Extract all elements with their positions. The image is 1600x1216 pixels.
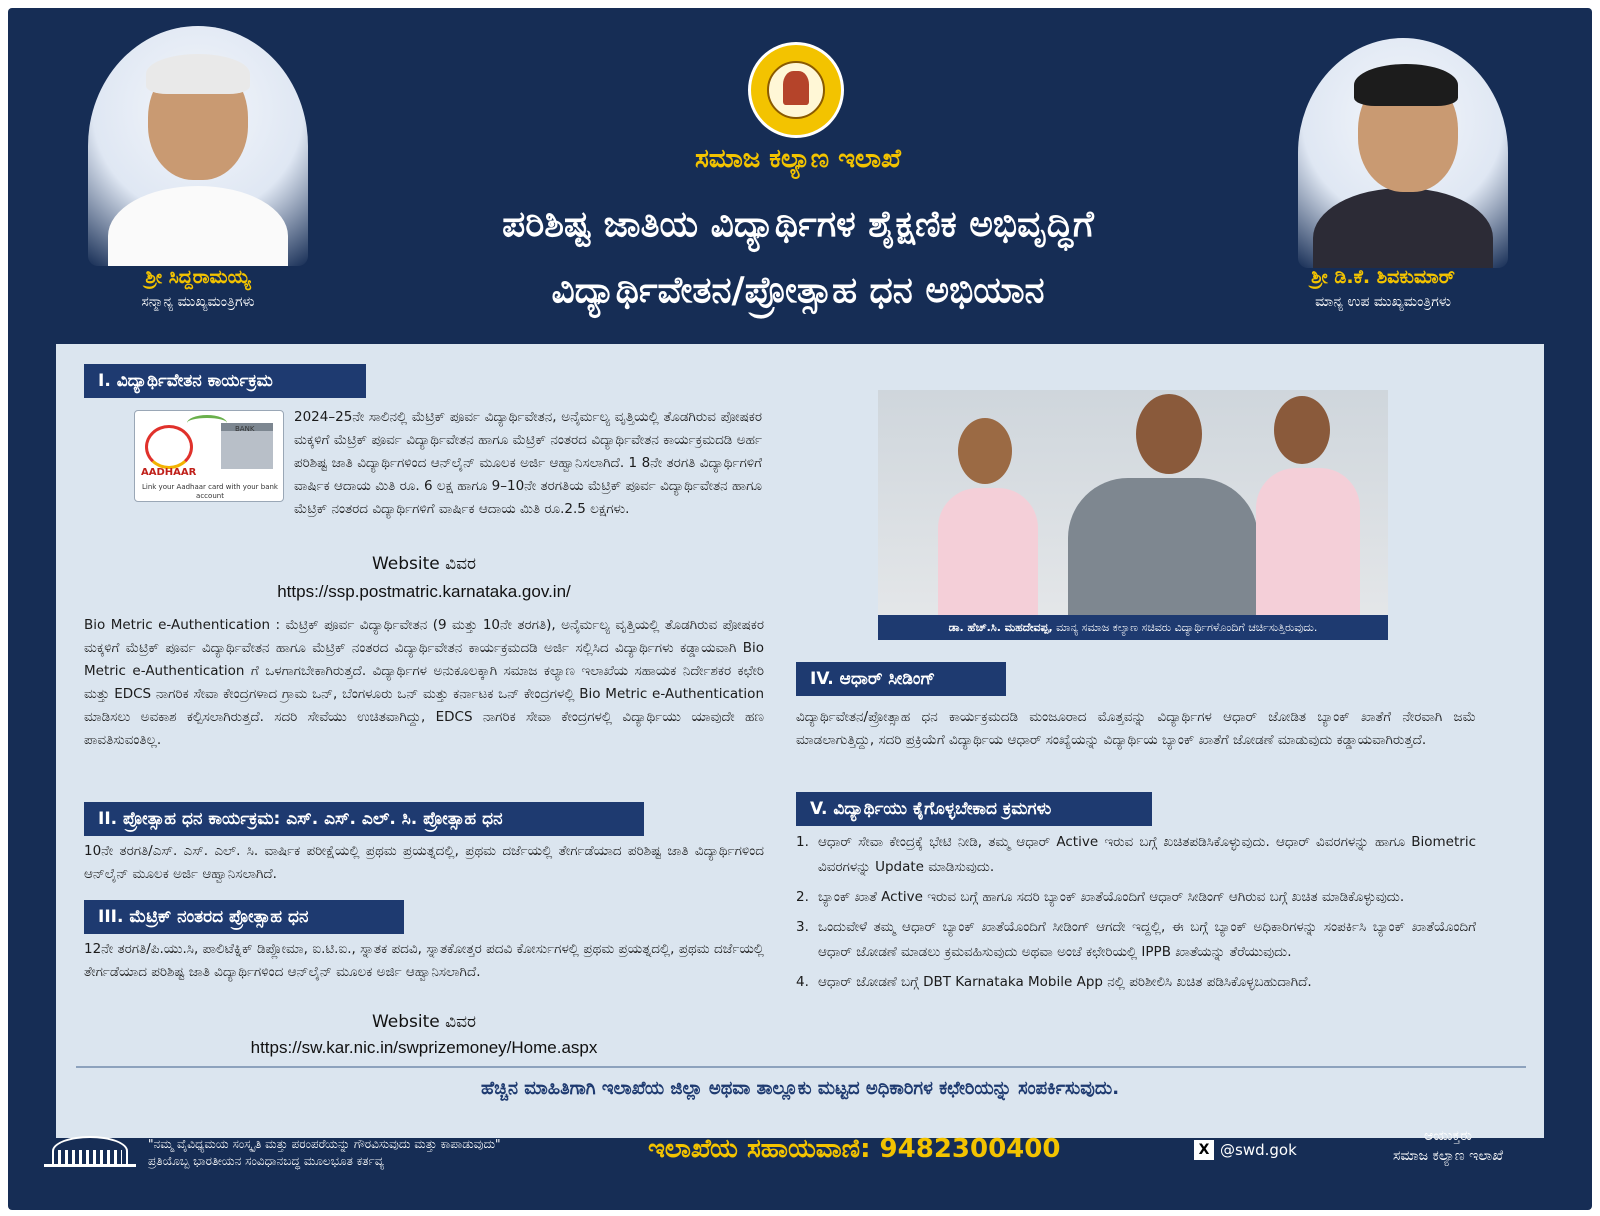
page-title-line2: ವಿದ್ಯಾರ್ಥಿವೇತನ/ಪ್ರೋತ್ಸಾಹ ಧನ ಅಭಿಯಾನ [551, 270, 1045, 311]
cm-portrait [88, 26, 308, 266]
section-5-heading: V. ವಿದ್ಯಾರ್ಥಿಯು ಕೈಗೊಳ್ಳಬೇಕಾದ ಕ್ರಮಗಳು [796, 792, 1152, 826]
right-leader-role: ಮಾನ್ಯ ಉಪ ಮುಖ್ಯಮಂತ್ರಿಗಳು [1315, 294, 1451, 310]
twitter-handle-block[interactable] [1194, 1140, 1297, 1160]
step-number: 2. [796, 889, 809, 905]
steps-list [796, 830, 1476, 1000]
photo-caption-name: ಡಾ. ಹೆಚ್.ಸಿ. ಮಹದೇವಪ್ಪ, [948, 621, 1053, 634]
list-item [796, 830, 1476, 880]
photo-caption [878, 615, 1388, 640]
helpline [648, 1134, 1168, 1165]
shirt [108, 186, 288, 266]
step-text: ಬ್ಯಾಂಕ್ ಖಾತೆ Active ಇರುವ ಬಗ್ಗೆ ಹಾಗೂ ಸದರಿ ಬ್ಯಾಂಕ್ ಖಾತೆಯೊಂದಿಗೆ ಆಧಾರ್ ಸೀಡಿಂಗ್ ಆಗಿರುವ ಬಗ್ಗೆ ಖಚಿತ ಮಾಡಿಕೊಳ್ಳುವುದು. [818, 889, 1405, 905]
department-name: ಸಮಾಜ ಕಲ್ಯಾಣ ಇಲಾಖೆ [695, 144, 901, 174]
student-figure [938, 418, 1028, 638]
constitutional-duty-quote [148, 1136, 628, 1170]
section-1-paragraph: 2024–25ನೇ ಸಾಲಿನಲ್ಲಿ ಮೆಟ್ರಿಕ್ ಪೂರ್ವ ವಿದ್ಯಾರ್ಥಿವೇತನ, ಅನೈರ್ಮಲ್ಯ ವೃತ್ತಿಯಲ್ಲಿ ತೊಡಗಿರುವ ಪೋಷಕರ ಮಕ್ಕಳಿಗೆ ಮೆಟ್ರಿಕ್ ಪೂರ್ವ ವಿದ್ಯಾರ್ಥಿವೇತನ ಹಾಗೂ ಮೆಟ್ರಿಕ್ ನಂತರದ ವಿದ್ಯಾರ್ಥಿವೇತನ ಕಾರ್ಯಕ್ರಮದಡಿ ಅರ್ಹ ಪರಿಶಿಷ್ಟ ಜಾತಿ ವಿದ್ಯಾರ್ಥಿಗಳಿಂದ ಆನ್‌ಲೈನ್ ಮೂಲಕ ಅರ್ಜಿ ಆಹ್ವಾನಿಸಲಾಗಿದೆ. 1 8ನೇ ತರಗತಿ ವಿದ್ಯಾರ್ಥಿಗಳಿಗೆ ವಾರ್ಷಿಕ ಆದಾಯ ಮಿತಿ ರೂ. 6 ಲಕ್ಷ ಹಾಗೂ 9–10ನೇ ತರಗತಿಯ ಮೆಟ್ರಿಕ್ ಪೂರ್ವ ವಿದ್ಯಾರ್ಥಿವೇತನ ಹಾಗೂ ಮೆಟ್ರಿಕ್ ನಂತರದ ವಿದ್ಯಾರ್ಥಿಗಳಿಗೆ ವಾರ್ಷಿಕ ಆದಾಯ ಮಿತಿ ರೂ.2.5 ಲಕ್ಷಗಳು. [294, 409, 762, 517]
left-leader-role: ಸನ್ಮಾನ್ಯ ಮುಖ್ಯಮಂತ್ರಿಗಳು [141, 294, 255, 310]
divider [76, 1066, 1526, 1068]
hair [146, 54, 250, 94]
section-1-heading: I. ವಿದ್ಯಾರ್ಥಿವೇತನ ಕಾರ್ಯಕ್ರಮ [84, 364, 366, 398]
aadhaar-bank-link-graphic [134, 410, 284, 502]
website-label-1: Website ವಿವರ [371, 554, 477, 574]
commissioner-signature [1348, 1126, 1548, 1166]
contact-note: ಹೆಚ್ಚಿನ ಮಾಹಿತಿಗಾಗಿ ಇಲಾಖೆಯ ಜಿಲ್ಲಾ ಅಥವಾ ತಾಲ್ಲೂಕು ಮಟ್ಟದ ಅಧಿಕಾರಿಗಳ ಕಛೇರಿಯನ್ನು ಸಂಪರ್ಕಿಸುವುದು. [480, 1078, 1120, 1099]
twitter-handle[interactable]: @swd.gok [1220, 1141, 1297, 1159]
aadhaar-label: AADHAAR [141, 467, 197, 478]
section-2-heading: II. ಪ್ರೋತ್ಸಾಹ ಧನ ಕಾರ್ಯಕ್ರಮ: ಎಸ್. ಎಸ್. ಎಲ್. ಸಿ. ಪ್ರೋತ್ಸಾಹ ಧನ [84, 802, 644, 836]
dcm-portrait [1298, 38, 1508, 268]
content-panel [56, 344, 1544, 1138]
step-number: 4. [796, 974, 809, 990]
page-title-line1: ಪರಿಶಿಷ್ಟ ಜಾತಿಯ ವಿದ್ಯಾರ್ಥಿಗಳ ಶೈಕ್ಷಣಿಕ ಅಭಿವೃದ್ಧಿಗೆ [502, 204, 1094, 245]
commissioner-dept: ಸಮಾಜ ಕಲ್ಯಾಣ ಇಲಾಖೆ [1392, 1148, 1504, 1164]
helpline-number[interactable]: 9482300400 [879, 1134, 1061, 1164]
section-3-paragraph: 12ನೇ ತರಗತಿ/ಪಿ.ಯು.ಸಿ, ಪಾಲಿಟೆಕ್ನಿಕ್ ಡಿಪ್ಲೋಮಾ, ಐ.ಟಿ.ಐ., ಸ್ನಾತಕ ಪದವಿ, ಸ್ನಾತಕೋತ್ತರ ಪದವಿ ಕೋರ್ಸುಗಳಲ್ಲಿ ಪ್ರಥಮ ಪ್ರಯತ್ನದಲ್ಲಿ, ಪ್ರಥಮ ದರ್ಜೆಯಲ್ಲಿ ತೇರ್ಗಡೆಯಾದ ಪರಿಶಿಷ್ಟ ಜಾತಿ ವಿದ್ಯಾರ್ಥಿಗಳಿಂದ ಆನ್‌ಲೈನ್ ಮೂಲಕ ಅರ್ಜಿ ಆಹ್ವಾನಿಸಲಾಗಿದೆ. [84, 941, 764, 980]
quote-line-2: ಪ್ರತಿಯೊಬ್ಬ ಭಾರತೀಯನ ಸಂವಿಧಾನಬದ್ಧ ಮೂಲಭೂತ ಕರ್ತವ್ಯ [148, 1154, 385, 1168]
website-link-2[interactable]: https://sw.kar.nic.in/swprizemoney/Home.aspx [250, 1038, 598, 1057]
list-item [796, 915, 1476, 965]
left-leader-name: ಶ್ರೀ ಸಿದ್ದರಾಮಯ್ಯ [145, 266, 251, 288]
commissioner-title: ಆಯುಕ್ತರು [1423, 1128, 1473, 1144]
aadhaar-caption: Link your Aadhaar card with your bank account [142, 483, 278, 500]
step-text: ಒಂದುವೇಳೆ ತಮ್ಮ ಆಧಾರ್ ಬ್ಯಾಂಕ್ ಖಾತೆಯೊಂದಿಗೆ ಸೀಡಿಂಗ್ ಆಗದೇ ಇದ್ದಲ್ಲಿ, ಈ ಬಗ್ಗೆ ಬ್ಯಾಂಕ್ ಅಧಿಕಾರಿಗಳನ್ನು ಸಂಪರ್ಕಿಸಿ ಬ್ಯಾಂಕ್ ಖಾತೆಯೊಂದಿಗೆ ಆಧಾರ್ ಜೋಡಣೆ ಮಾಡಲು ಕ್ರಮವಹಿಸುವುದು ಅಥವಾ ಅಂಚೆ ಕಛೇರಿಯಲ್ಲಿ IPPB ಖಾತೆಯನ್ನು ತೆರೆಯುವುದು. [818, 919, 1476, 960]
karnataka-emblem-icon [748, 42, 844, 138]
helpline-label: ಇಲಾಖೆಯ ಸಹಾಯವಾಣಿ: [648, 1134, 871, 1164]
right-leader-name: ಶ್ರೀ ಡಿ.ಕೆ. ಶಿವಕುಮಾರ್ [1311, 266, 1455, 288]
bank-label: BANK [235, 425, 255, 433]
shirt [1313, 188, 1493, 268]
website-label-2: Website ವಿವರ [371, 1012, 477, 1032]
section-3-heading: III. ಮೆಟ್ರಿಕ್ ನಂತರದ ಪ್ರೋತ್ಸಾಹ ಧನ [84, 900, 404, 934]
photo-caption-text: ಮಾನ್ಯ ಸಮಾಜ ಕಲ್ಯಾಣ ಸಚಿವರು ವಿದ್ಯಾರ್ಥಿಗಳೊಂದಿಗೆ ಚರ್ಚಿಸುತ್ತಿರುವುದು. [1056, 621, 1318, 634]
section-4-paragraph: ವಿದ್ಯಾರ್ಥಿವೇತನ/ಪ್ರೋತ್ಸಾಹ ಧನ ಕಾರ್ಯಕ್ರಮದಡಿ ಮಂಜೂರಾದ ಮೊತ್ತವನ್ನು ವಿದ್ಯಾರ್ಥಿಗಳ ಆಧಾರ್ ಜೋಡಿತ ಬ್ಯಾಂಕ್ ಖಾತೆಗೆ ನೇರವಾಗಿ ಜಮೆ ಮಾಡಲಾಗುತ್ತಿದ್ದು, ಸದರಿ ಪ್ರಕ್ರಿಯೆಗೆ ವಿದ್ಯಾರ್ಥಿಯ ಆಧಾರ್ ಸಂಖ್ಯೆಯನ್ನು ವಿದ್ಯಾರ್ಥಿಯ ಬ್ಯಾಂಕ್ ಖಾತೆಗೆ ಜೋಡಣೆ ಮಾಡುವುದು ಕಡ್ಡಾಯವಾಗಿರುತ್ತದೆ. [796, 709, 1476, 748]
minister-with-students-photo [878, 390, 1388, 640]
list-item [796, 970, 1476, 995]
step-text: ಆಧಾರ್ ಜೋಡಣೆ ಬಗ್ಗೆ DBT Karnataka Mobile App ನಲ್ಲಿ ಪರಿಶೀಲಿಸಿ ಖಚಿತ ಪಡಿಸಿಕೊಳ್ಳಬಹುದಾಗಿದೆ. [818, 974, 1312, 990]
parliament-icon [44, 1130, 136, 1166]
step-number: 1. [796, 834, 809, 850]
quote-line-1: "ನಮ್ಮ ವೈವಿಧ್ಯಮಯ ಸಂಸ್ಕೃತಿ ಮತ್ತು ಪರಂಪರೆಯನ್ನು ಗೌರವಿಸುವುದು ಮತ್ತು ಕಾಪಾಡುವುದು" [148, 1137, 501, 1151]
step-number: 3. [796, 919, 809, 935]
section-4-heading: IV. ಆಧಾರ್ ಸೀಡಿಂಗ್ [796, 662, 1006, 696]
section-2-paragraph: 10ನೇ ತರಗತಿ/ಎಸ್. ಎಸ್. ಎಲ್. ಸಿ. ವಾರ್ಷಿಕ ಪರೀಕ್ಷೆಯಲ್ಲಿ ಪ್ರಥಮ ಪ್ರಯತ್ನದಲ್ಲಿ, ಪ್ರಥಮ ದರ್ಜೆಯಲ್ಲಿ ತೇರ್ಗಡೆಯಾದ ಪರಿಶಿಷ್ಟ ಜಾತಿ ವಿದ್ಯಾರ್ಥಿಗಳಿಂದ ಆನ್‌ಲೈನ್ ಮೂಲಕ ಅರ್ಜಿ ಆಹ್ವಾನಿಸಲಾಗಿದೆ. [84, 843, 764, 882]
step-text: ಆಧಾರ್ ಸೇವಾ ಕೇಂದ್ರಕ್ಕೆ ಭೇಟಿ ನೀಡಿ, ತಮ್ಮ ಆಧಾರ್ Active ಇರುವ ಬಗ್ಗೆ ಖಚಿತಪಡಿಸಿಕೊಳ್ಳುವುದು. ಆಧಾರ್ ವಿವರಗಳನ್ನು ಹಾಗೂ Biometric ವಿವರಗಳನ್ನು Update ಮಾಡಿಸುವುದು. [818, 834, 1476, 875]
section-1-paragraph-a [294, 406, 762, 521]
biometric-paragraph: Bio Metric e-Authentication : ಮೆಟ್ರಿಕ್ ಪೂರ್ವ ವಿದ್ಯಾರ್ಥಿವೇತನ (9 ಮತ್ತು 10ನೇ ತರಗತಿ), ಅನೈರ್ಮಲ್ಯ ವೃತ್ತಿಯಲ್ಲಿ ತೊಡಗಿರುವ ಪೋಷಕರ ಮಕ್ಕಳಿಗೆ ಮೆಟ್ರಿಕ್ ಪೂರ್ವ ವಿದ್ಯಾರ್ಥಿವೇತನ ಹಾಗೂ ಮೆಟ್ರಿಕ್ ನಂತರದ ವಿದ್ಯಾರ್ಥಿವೇತನ ಕಾರ್ಯಕ್ರಮದಡಿ ಅರ್ಜಿ ಸಲ್ಲಿಸಿದ ವಿದ್ಯಾರ್ಥಿಗಳು ಕಡ್ಡಾಯವಾಗಿ Bio Metric e-Authentication ಗೆ ಒಳಗಾಗಬೇಕಾಗಿರುತ್ತದೆ. ವಿದ್ಯಾರ್ಥಿಗಳ ಅನುಕೂಲಕ್ಕಾಗಿ ಸಮಾಜ ಕಲ್ಯಾಣ ಇಲಾಖೆಯ ಸಹಾಯಕ ನಿರ್ದೇಶಕರ ಕಛೇರಿ ಮತ್ತು EDCS ನಾಗರಿಕ ಸೇವಾ ಕೇಂದ್ರಗಳಾದ ಗ್ರಾಮ ಒನ್, ಬೆಂಗಳೂರು ಒನ್ ಮತ್ತು ಕರ್ನಾಟಕ ಒನ್ ಕೇಂದ್ರಗಳಲ್ಲಿ Bio Metric e-Authentication ಮಾಡಿಸಲು ಅವಕಾಶ ಕಲ್ಪಿಸಲಾಗಿರುತ್ತದೆ. ಸದರಿ ಸೇವೆಯು ಉಚಿತವಾಗಿದ್ದು, EDCS ನಾಗರಿಕ ಸೇವಾ ಕೇಂದ್ರಗಳಲ್ಲಿ ವಿದ್ಯಾರ್ಥಿಯು ಯಾವುದೇ ಹಣ ಪಾವತಿಸುವಂತಿಲ್ಲ. [84, 617, 764, 748]
aadhaar-logo-icon [145, 425, 193, 469]
x-logo-icon: X [1194, 1140, 1214, 1160]
list-item [796, 885, 1476, 910]
website-link-1[interactable]: https://ssp.postmatric.karnataka.gov.in/ [277, 582, 571, 601]
hair [1354, 64, 1458, 106]
advertisement-frame [8, 8, 1592, 1210]
